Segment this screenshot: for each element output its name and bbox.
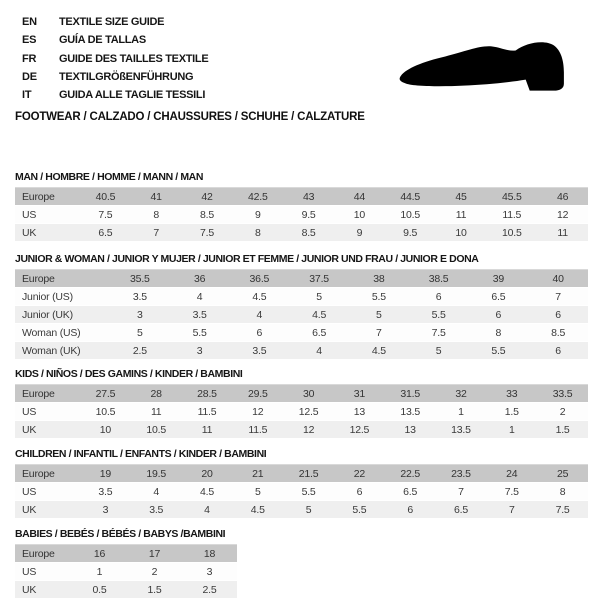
- size-cell: 9: [232, 206, 283, 224]
- table-row-woman-uk: [15, 342, 588, 360]
- size-cell: 19.5: [131, 465, 182, 483]
- size-cell: 1: [72, 563, 127, 581]
- size-cell: 3: [182, 563, 237, 581]
- size-cell: 10.5: [80, 403, 131, 421]
- size-cell: 3: [80, 501, 131, 519]
- row-label: Europe: [15, 545, 72, 563]
- language-row-it: [22, 86, 208, 104]
- table-row-us: [15, 403, 588, 421]
- size-cell: 10.5: [385, 206, 436, 224]
- size-cell: 2.5: [110, 342, 170, 360]
- size-cell: 1.5: [127, 581, 182, 599]
- size-cell: 10: [334, 206, 385, 224]
- row-label: US: [15, 403, 80, 421]
- size-cell: 5: [289, 288, 349, 306]
- size-cell: 32: [436, 385, 487, 403]
- size-cell: 25: [537, 465, 588, 483]
- table-row-uk: [15, 421, 588, 439]
- section-babies: [15, 528, 237, 599]
- language-row-fr: [22, 50, 208, 68]
- size-table-babies: [15, 544, 237, 599]
- section-man: [15, 171, 588, 242]
- size-cell: 4: [182, 501, 233, 519]
- size-table-man: [15, 187, 588, 242]
- table-row-europe: [15, 188, 588, 206]
- size-cell: 11: [131, 403, 182, 421]
- size-cell: 45.5: [486, 188, 537, 206]
- size-cell: 7.5: [182, 224, 233, 242]
- size-cell: 1.5: [537, 421, 588, 439]
- size-cell: 8.5: [182, 206, 233, 224]
- table-row-europe: [15, 545, 237, 563]
- size-cell: 3: [170, 342, 230, 360]
- size-cell: 5: [232, 483, 283, 501]
- size-cell: 5: [409, 342, 469, 360]
- size-cell: 1: [486, 421, 537, 439]
- size-cell: 43: [283, 188, 334, 206]
- size-cell: 6.5: [80, 224, 131, 242]
- size-cell: 36: [170, 270, 230, 288]
- table-row-europe: [15, 385, 588, 403]
- size-cell: 23.5: [436, 465, 487, 483]
- size-cell: 6: [385, 501, 436, 519]
- language-code: EN: [22, 16, 37, 29]
- size-cell: 35.5: [110, 270, 170, 288]
- row-label: US: [15, 483, 80, 501]
- size-cell: 8.5: [528, 324, 588, 342]
- size-cell: 3.5: [170, 306, 230, 324]
- size-cell: 5: [110, 324, 170, 342]
- size-cell: 10.5: [486, 224, 537, 242]
- size-cell: 12.5: [334, 421, 385, 439]
- language-code: IT: [22, 89, 32, 102]
- size-cell: 17: [127, 545, 182, 563]
- size-cell: 6.5: [436, 501, 487, 519]
- size-cell: 10: [80, 421, 131, 439]
- size-cell: 7.5: [409, 324, 469, 342]
- language-title: TEXTILE SIZE GUIDE: [59, 16, 165, 29]
- size-cell: 4: [131, 483, 182, 501]
- size-cell: 11: [436, 206, 487, 224]
- section-children: [15, 448, 588, 519]
- size-cell: 2: [537, 403, 588, 421]
- size-cell: 4.5: [349, 342, 409, 360]
- size-cell: 3.5: [80, 483, 131, 501]
- table-row-junior-us: [15, 288, 588, 306]
- size-cell: 4.5: [230, 288, 290, 306]
- size-cell: 4: [230, 306, 290, 324]
- size-cell: 12: [537, 206, 588, 224]
- size-cell: 4.5: [232, 501, 283, 519]
- language-title: GUIDE DES TAILLES TEXTILE: [59, 52, 209, 65]
- size-cell: 7: [528, 288, 588, 306]
- size-cell: 13.5: [436, 421, 487, 439]
- row-label: UK: [15, 421, 80, 439]
- table-row-woman-us: [15, 324, 588, 342]
- size-cell: 8.5: [283, 224, 334, 242]
- dress-shoe-icon: [397, 28, 583, 96]
- size-cell: 6: [409, 288, 469, 306]
- size-table-children: [15, 464, 588, 519]
- size-cell: 6: [528, 306, 588, 324]
- language-code: DE: [22, 71, 37, 84]
- size-cell: 5.5: [469, 342, 529, 360]
- size-cell: 22.5: [385, 465, 436, 483]
- language-title: TEXTILGRÖßENFÜHRUNG: [59, 71, 194, 84]
- size-cell: 3.5: [131, 501, 182, 519]
- size-cell: 37.5: [289, 270, 349, 288]
- size-cell: 20: [182, 465, 233, 483]
- size-cell: 7: [486, 501, 537, 519]
- size-cell: 8: [469, 324, 529, 342]
- size-cell: 30: [283, 385, 334, 403]
- size-cell: 9.5: [385, 224, 436, 242]
- size-cell: 13: [385, 421, 436, 439]
- size-cell: 22: [334, 465, 385, 483]
- size-cell: 6.5: [385, 483, 436, 501]
- size-cell: 3.5: [110, 288, 170, 306]
- size-cell: 11.5: [182, 403, 233, 421]
- size-cell: 6: [528, 342, 588, 360]
- row-label: Junior (UK): [15, 306, 110, 324]
- size-cell: 33.5: [537, 385, 588, 403]
- table-row-us: [15, 206, 588, 224]
- size-cell: 0.5: [72, 581, 127, 599]
- row-label: Europe: [15, 188, 80, 206]
- language-row-es: [22, 31, 208, 49]
- size-cell: 31.5: [385, 385, 436, 403]
- language-list: [22, 13, 208, 104]
- row-label: Europe: [15, 385, 80, 403]
- size-cell: 2.5: [182, 581, 237, 599]
- size-cell: 16: [72, 545, 127, 563]
- size-cell: 19: [80, 465, 131, 483]
- size-cell: 4.5: [182, 483, 233, 501]
- size-cell: 3: [110, 306, 170, 324]
- row-label: US: [15, 563, 72, 581]
- row-label: UK: [15, 224, 80, 242]
- size-cell: 4: [170, 288, 230, 306]
- table-row-uk: [15, 501, 588, 519]
- size-cell: 4.5: [289, 306, 349, 324]
- table-row-junior-uk: [15, 306, 588, 324]
- size-cell: 10.5: [131, 421, 182, 439]
- size-cell: 31: [334, 385, 385, 403]
- size-cell: 29.5: [232, 385, 283, 403]
- table-row-us: [15, 563, 237, 581]
- size-cell: 4: [289, 342, 349, 360]
- size-cell: 21.5: [283, 465, 334, 483]
- size-cell: 6: [469, 306, 529, 324]
- size-cell: 45: [436, 188, 487, 206]
- size-cell: 33: [486, 385, 537, 403]
- size-cell: 12: [232, 403, 283, 421]
- size-cell: 13.5: [385, 403, 436, 421]
- row-label: UK: [15, 581, 72, 599]
- size-table-junior-woman: [15, 269, 588, 360]
- section-title-children: CHILDREN / INFANTIL / ENFANTS / KINDER / BAMBINI: [15, 448, 267, 460]
- size-cell: 7: [131, 224, 182, 242]
- size-cell: 18: [182, 545, 237, 563]
- section-title-kids: KIDS / NIÑOS / DES GAMINS / KINDER / BAMBINI: [15, 368, 243, 380]
- language-row-de: [22, 68, 208, 86]
- size-table-kids: [15, 384, 588, 439]
- size-cell: 44.5: [385, 188, 436, 206]
- size-cell: 7: [349, 324, 409, 342]
- row-label: Junior (US): [15, 288, 110, 306]
- size-cell: 6.5: [289, 324, 349, 342]
- size-cell: 12.5: [283, 403, 334, 421]
- size-cell: 40: [528, 270, 588, 288]
- size-cell: 39: [469, 270, 529, 288]
- size-cell: 42: [182, 188, 233, 206]
- language-code: ES: [22, 34, 37, 47]
- language-title: GUIDA ALLE TAGLIE TESSILI: [59, 89, 206, 102]
- size-cell: 7.5: [80, 206, 131, 224]
- table-row-europe: [15, 270, 588, 288]
- row-label: Europe: [15, 270, 110, 288]
- size-cell: 11: [182, 421, 233, 439]
- table-row-europe: [15, 465, 588, 483]
- size-cell: 28: [131, 385, 182, 403]
- size-cell: 11: [537, 224, 588, 242]
- size-cell: 1: [436, 403, 487, 421]
- size-cell: 12: [283, 421, 334, 439]
- size-cell: 38: [349, 270, 409, 288]
- size-cell: 9.5: [283, 206, 334, 224]
- size-cell: 5.5: [283, 483, 334, 501]
- size-cell: 5.5: [334, 501, 385, 519]
- size-cell: 1.5: [486, 403, 537, 421]
- section-title-man: MAN / HOMBRE / HOMME / MANN / MAN: [15, 171, 204, 183]
- size-cell: 7.5: [486, 483, 537, 501]
- size-cell: 8: [131, 206, 182, 224]
- size-cell: 27.5: [80, 385, 131, 403]
- row-label: Woman (UK): [15, 342, 110, 360]
- size-cell: 40.5: [80, 188, 131, 206]
- section-kids: [15, 368, 588, 439]
- size-cell: 24: [486, 465, 537, 483]
- row-label: Woman (US): [15, 324, 110, 342]
- size-cell: 11.5: [232, 421, 283, 439]
- size-cell: 10: [436, 224, 487, 242]
- section-title-babies: BABIES / BEBÉS / BÉBÉS / BABYS /BAMBINI: [15, 528, 226, 540]
- size-cell: 28.5: [182, 385, 233, 403]
- size-cell: 5.5: [349, 288, 409, 306]
- size-cell: 5.5: [170, 324, 230, 342]
- size-cell: 8: [537, 483, 588, 501]
- size-cell: 6.5: [469, 288, 529, 306]
- size-cell: 21: [232, 465, 283, 483]
- size-cell: 2: [127, 563, 182, 581]
- row-label: Europe: [15, 465, 80, 483]
- size-cell: 5: [349, 306, 409, 324]
- language-row-en: [22, 13, 208, 31]
- section-title-junior-woman: JUNIOR & WOMAN / JUNIOR Y MUJER / JUNIOR ET FEMME / JUNIOR UND FRAU / JUNIOR E DONA: [15, 253, 479, 265]
- size-cell: 6: [334, 483, 385, 501]
- size-cell: 36.5: [230, 270, 290, 288]
- language-code: FR: [22, 52, 37, 65]
- size-cell: 8: [232, 224, 283, 242]
- size-cell: 5: [283, 501, 334, 519]
- size-cell: 13: [334, 403, 385, 421]
- size-cell: 11.5: [486, 206, 537, 224]
- size-cell: 41: [131, 188, 182, 206]
- size-cell: 46: [537, 188, 588, 206]
- size-cell: 38.5: [409, 270, 469, 288]
- table-row-uk: [15, 224, 588, 242]
- size-cell: 5.5: [409, 306, 469, 324]
- size-cell: 7.5: [537, 501, 588, 519]
- size-cell: 44: [334, 188, 385, 206]
- size-cell: 9: [334, 224, 385, 242]
- table-row-us: [15, 483, 588, 501]
- language-title: GUÍA DE TALLAS: [59, 34, 146, 47]
- size-cell: 3.5: [230, 342, 290, 360]
- row-label: US: [15, 206, 80, 224]
- section-junior-woman: [15, 253, 588, 360]
- category-heading: FOOTWEAR / CALZADO / CHAUSSURES / SCHUHE / CALZATURE: [15, 111, 365, 123]
- size-cell: 7: [436, 483, 487, 501]
- size-cell: 42.5: [232, 188, 283, 206]
- size-cell: 6: [230, 324, 290, 342]
- row-label: UK: [15, 501, 80, 519]
- table-row-uk: [15, 581, 237, 599]
